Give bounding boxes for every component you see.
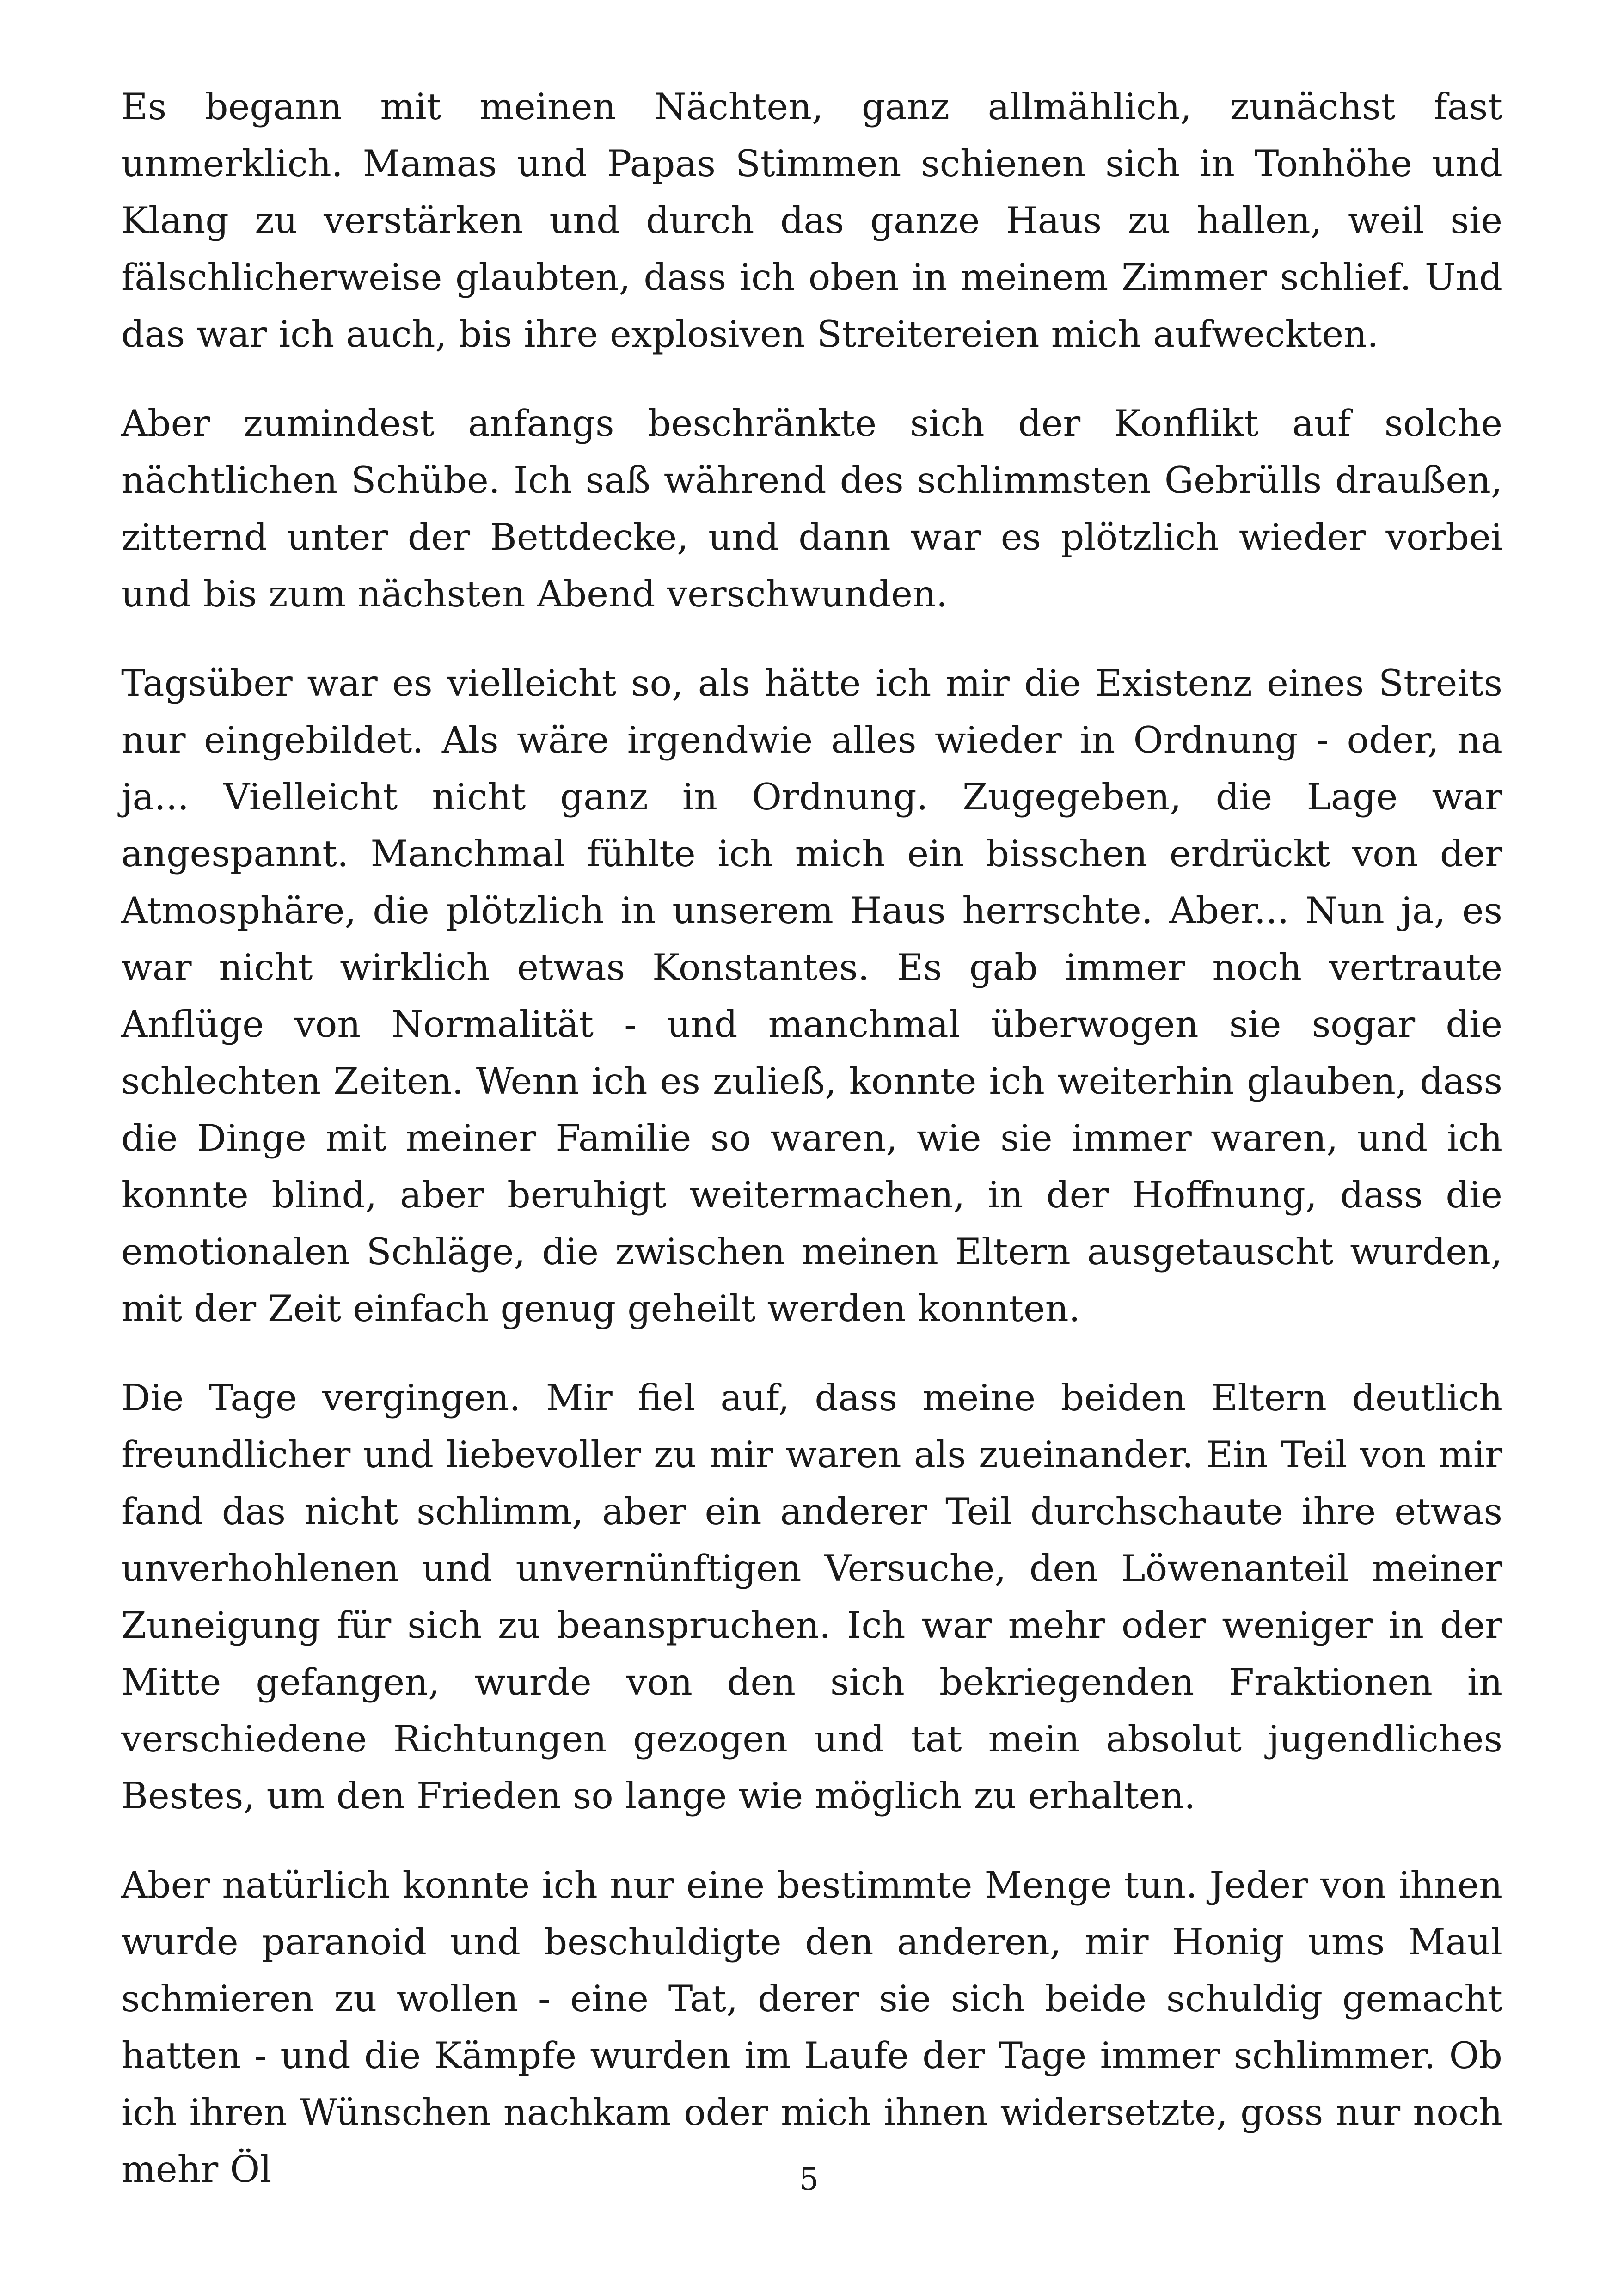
paragraph-1: Es begann mit meinen Nächten, ganz allmählich, zunächst fast unmerklich. Mamas und Papas Stimmen schienen sich in Tonhöhe und Klang zu verstärken und durch das ganze Haus zu hallen, weil sie fälschlicherweise glaubten, dass ich oben in meinem Zimmer schlief. Und das war ich auch, bis ihre explosiven Streitereien mich aufweckten.: [121, 86, 1502, 355]
paragraph-3: Tagsüber war es vielleicht so, als hätte ich mir die Existenz eines Streits nur eingebildet. Als wäre irgendwie alles wieder in Ordnung - oder, na ja... Vielleicht nicht ganz in Ordnung. Zugegeben, die Lage war angespannt. Manchmal fühlte ich mich ein bisschen erdrückt von der Atmosphäre, die plötzlich in unserem Haus herrschte. Aber... Nun ja, es war nicht wirklich etwas Konstantes. Es gab immer noch vertraute Anflüge von Normalität - und manchmal überwogen sie sogar die schlechten Zeiten. Wenn ich es zuließ, konnte ich weiterhin glauben, dass die Dinge mit meiner Familie so waren, wie sie immer waren, und ich konnte blind, aber beruhigt weitermachen, in der Hoffnung, dass die emotionalen Schläge, die zwischen meinen Eltern ausgetauscht wurden, mit der Zeit einfach genug geheilt werden konnten.: [121, 662, 1502, 1330]
page-number: 5: [799, 2161, 819, 2197]
body-text: [121, 79, 1502, 2230]
paragraph-2: Aber zumindest anfangs beschränkte sich der Konflikt auf solche nächtlichen Schübe. Ich saß während des schlimmsten Gebrülls draußen, zitternd unter der Bettdecke, und dann war es plötzlich wieder vorbei und bis zum nächsten Abend verschwunden.: [121, 402, 1502, 615]
paragraph-5: Aber natürlich konnte ich nur eine bestimmte Menge tun. Jeder von ihnen wurde paranoid und beschuldigte den anderen, mir Honig ums Maul schmieren zu wollen - eine Tat, derer sie sich beide schuldig gemacht hatten - und die Kämpfe wurden im Laufe der Tage immer schlimmer. Ob ich ihren Wünschen nachkam oder mich ihnen widersetzte, goss nur noch mehr Öl: [121, 1864, 1502, 2191]
paragraph-4: Die Tage vergingen. Mir fiel auf, dass meine beiden Eltern deutlich freundlicher und liebevoller zu mir waren als zueinander. Ein Teil von mir fand das nicht schlimm, aber ein anderer Teil durchschaute ihre etwas unverhohlenen und unvernünftigen Versuche, den Löwenanteil meiner Zuneigung für sich zu beanspruchen. Ich war mehr oder weniger in der Mitte gefangen, wurde von den sich bekriegenden Fraktionen in verschiedene Richtungen gezogen und tat mein absolut jugendliches Bestes, um den Frieden so lange wie möglich zu erhalten.: [121, 1377, 1502, 1817]
